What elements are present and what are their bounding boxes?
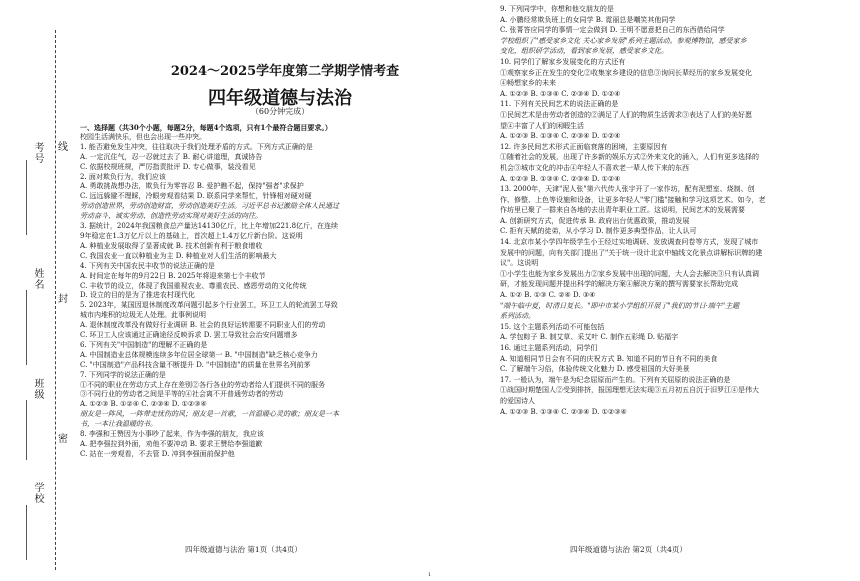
school-write-line [26, 505, 27, 560]
page-2 [500, 0, 852, 581]
section-heading: 一、选择题（共30个小题，每题2分，每题4个选项，只有1个最符合题目要求。） [80, 123, 332, 132]
text-line: 8. 李强和王赞因为小事吵了起来，作为李强的朋友，我应该 [80, 430, 264, 439]
footer-page-1: 四年级道德与法治 第1页（共4页） [185, 545, 302, 554]
text-line: 书，一本让我温暖的书。 [80, 420, 157, 429]
text-line: 学校组织了"感受家乡文化 关心家乡发展"系列主题活动。参观博物馆，感受家乡 [500, 36, 747, 45]
text-line: 作坊里已聚了一群来自各地的去出青年职业工匠。这说明，民间艺术的发展需要 [500, 206, 745, 215]
text-line: 系列活动。 [500, 312, 535, 321]
text-line: "端午临中夏，时清日复长。"即中市某小学组织开展了"我们的节日·端午"主题 [500, 301, 740, 310]
text-line: A. ①②③ B. ①②④ C. ②③④ D. ①②③④ [80, 400, 207, 409]
text-line: 3. 据统计，2024年我国粮食总产量达14130亿斤，比上年增加221.8亿斤，在连续 [80, 222, 339, 231]
text-line: A. 退休制度改革没有做好行业调研 B. 社会的良好运转需要不同职业人们的劳动 [80, 321, 326, 330]
text-line: 17. 一般认为，端午是为纪念屈原而产生的。下列有关屈原的说法正确的是 [500, 375, 731, 384]
text-line: 校园生活满快乐，但也会出现一些冲突。 [80, 132, 206, 141]
text-line: C. 了解端午习俗，体验传统文化魅力 D. 感受祖国的大好美景 [500, 365, 690, 374]
page-number: 1 [428, 572, 432, 578]
text-line: C. 我国农业一直以种植业为主 D. 种植业对人们生活的影响最大 [80, 251, 277, 260]
text-line: 议"。这说明 [500, 259, 539, 268]
text-line: A. ①②③ B. ①③④ C. ②③④ D. ①②④ [500, 132, 621, 141]
text-line: 9. 下列同学中，你想和他交朋友的是 [500, 5, 614, 13]
class-write-line [26, 400, 27, 460]
margin-mark-secret: 密 [58, 434, 68, 445]
text-line: C. 远远躲避不理睬，冷眼旁观看结果 D. 联系同学来帮忙，针锋相对硬对硬 [80, 192, 312, 201]
text-line: 作、修整、上色等设施和设备，让更多年轻人"零门槛"接触和学习这项艺术。如今，老 [500, 195, 766, 204]
text-line: 劳动创造世界，劳动创造财富，劳动创造美好生活。习近平总书记激励全体人民通过 [80, 202, 339, 211]
text-line: C. 丰收节的设立，体现了我国重视农业、尊重农民、感恩劳动的文化传统 [80, 281, 307, 290]
text-line: A. 把李强拉到外面，劝他不要冲动 B. 要求王赞给李强道歉 [80, 440, 263, 448]
text-line: A. 中国制造业总体规模连续多年位居全球第一 B. "中国制造"缺乏核心竞争力 [80, 350, 318, 359]
text-line: 的爱国诗人 [500, 396, 535, 405]
text-line: 7. 下列同学的说法正确的是 [80, 370, 166, 379]
text-line: ③不同行业的劳动者之间是平等的④社会离不开普通劳动者的劳动 [80, 390, 283, 399]
text-line: 机会③城市文化的冲击④年轻人不喜欢老一辈人传下来的东西 [500, 163, 689, 172]
text-line: A. 创新研究方式，促进传承 B. 政府出台优惠政策，推动发展 [500, 216, 690, 225]
right-question-text [500, 4, 852, 417]
text-line: 14. 北京市某小学四年级学生小王经过实地调研、发放调查问卷等方式，发现了城市 [500, 238, 759, 247]
text-line: ①不同的职业在劳动方式上存在差别②各行各业的劳动者给人们提供不同的服务 [80, 380, 325, 389]
text-line: 劳动奋斗、诚实劳动、创造性劳动实现对美好生活的向往。 [80, 212, 262, 221]
text-line: C. 站在一旁观看，不去管 D. 冲到李强面前保护他 [80, 449, 235, 458]
text-line: ①随着社会的发展，出现了许多新的娱乐方式②外来文化的涌入，人们有更多选择的 [500, 153, 759, 162]
text-line: 朋友是一阵风，一阵带走忧伤的风；朋友是一首歌，一首温暖心灵的歌；朋友是一本 [80, 410, 339, 419]
text-line: 1. 能否避免发生冲突，往往取决于我们处理矛盾的方式。下列方式正确的是 [80, 142, 313, 151]
text-line: ①观察家乡正在发生的变化②收集家乡建设的信息③询问长辈经历的家乡发展变化 [500, 68, 752, 77]
margin-mark-line: 线 [58, 142, 68, 153]
text-line: A. 一定沉住气，忍一忍就过去了 B. 耐心讲道理，真诚协告 [80, 152, 263, 161]
time-note: （60分钟完成） [250, 107, 310, 116]
text-line: ①战国时期楚国人②受到排挤，报国理想无法实现③五月初五自沉于汨罗江④是伟大 [500, 386, 759, 395]
binding-dashed-line [55, 30, 56, 570]
text-line: C. "中国制造"产品科技含量不断提升 D. "中国制造"的质量在世界名列前茅 [80, 360, 311, 369]
text-line: C. 拒有天赋的徒弟，从小学习 D. 制作更多典型作品，让人认可 [500, 227, 697, 236]
margin-label-school: 学校 [32, 482, 43, 504]
margin-label-exam-number: 考号 [32, 142, 43, 164]
text-line: 10. 同学们了解家乡发展变化的方式还有 [500, 57, 626, 66]
page-1 [80, 0, 480, 581]
margin-label-class: 班级 [32, 378, 43, 400]
text-line: 9年稳定在1.3万亿斤以上的基础上，首次超上1.4万亿斤新台阶。这说明 [80, 231, 303, 240]
text-line: ④畅想家乡的未来 [500, 79, 556, 88]
text-line: A. 知道相同节日会有不同的庆祝方式 B. 知道不同的节日有不同的美食 [500, 354, 718, 363]
text-line: 6. 下列有关"中国制造"的理解不正确的是 [80, 340, 208, 349]
text-line: 16. 通过主题系列活动，同学们 [500, 344, 598, 352]
text-line: 5. 2023年，某国因退休制度改革问题引起多个行业罢工，环卫工人的轮流罢工导致 [80, 301, 338, 310]
text-line: 12. 许多民间艺术形式正面临衰落的困境，主要原因有 [500, 142, 668, 151]
text-line: A. ①②③ B. ①③④ C. ②③④ D. ①②④ [500, 174, 621, 183]
text-line: A. ①②③ B. ①③④ C. ②③④ D. ①②④ [500, 89, 621, 98]
margin-label-name: 姓名 [32, 268, 43, 290]
text-line: C. 环卫工人应该通过正确途径反映诉求 D. 罢工导致社会治安问题增多 [80, 331, 298, 340]
binding-margin [0, 0, 68, 581]
text-line: 15. 这个主题系列活动不可能包括 [500, 322, 605, 331]
text-line: A. 小鹏经常欺负班上的女同学 B. 霓丽总是嘲笑其他同学 [500, 15, 676, 24]
text-line: 研，才能发现问题并提出科学的解决方案④解决方案的撰写需要家长帮助完成 [500, 280, 738, 289]
text-line: C. 依据校规班规，严厉指责批评 D. 专心做事，装没看见 [80, 162, 256, 171]
text-line: 城市内堆积的垃圾无人处理。此事例说明 [80, 311, 206, 320]
text-line: 变化，组织研学活动，看到家乡发展，感受家乡文化。 [500, 47, 668, 56]
text-line: 发展中的问题，向有关部门提出了"关于统一设计北京中轴线文化景点讲解标识牌的建 [500, 248, 763, 257]
text-line: ①民间艺术是由劳动者创造的②满足了人们的物质生活需求③表达了人们的美好愿 [500, 110, 752, 119]
footer-page-2: 四年级道德与法治 第2页（共4页） [570, 545, 687, 554]
margin-mark-seal: 封 [58, 294, 68, 305]
text-line: ①小学生也能为家乡发展出力②家乡发展中出现的问题，大人会去解决③只有认真调 [500, 269, 759, 278]
exam-title: 2024～2025学年度第二学期学情考查 [170, 64, 400, 79]
subject-title: 四年级道德与法治 [208, 88, 352, 109]
text-line: 4. 下列有关中国农民丰收节的说法正确的是 [80, 261, 215, 270]
name-write-line [26, 290, 27, 365]
text-line: 望④丰富了人们的闲暇生活 [500, 121, 584, 130]
text-line: 13. 2000年，天津"泥人张"第六代传人张宇开了一家作坊，配有泥塑室、烧制、创 [500, 185, 755, 194]
text-line: A. 时间定在每年的9月22日 B. 2025年将迎来第七个丰收节 [80, 271, 266, 280]
text-line: A. 种植业发展取得了显著成就 B. 技术创新有利于粮食增收 [80, 241, 263, 250]
text-line: 11. 下列有关民间艺术的说法正确的是 [500, 100, 619, 109]
exam-number-write-line [26, 160, 27, 235]
text-line: 2. 面对欺负行为，我们应该 [80, 172, 166, 181]
text-line: D. 设立的目的是为了推进农村现代化 [80, 291, 195, 300]
text-line: A. ①② B. ①③ C. ②④ D. ③④ [500, 291, 596, 300]
text-line: A. 学包粽子 B. 制艾草、采艾叶 C. 制作五彩绳 D. 贴福字 [500, 333, 679, 342]
text-line: A. 勇敢挑战想办法，欺负行为零容忍 B. 爱护瞧不起，保持"强者"求保护 [80, 182, 304, 191]
left-question-text [80, 123, 480, 460]
text-line: A. ①②③ B. ①③④ C. ②③④ D. ①②③④ [500, 407, 627, 416]
text-line: C. 张菁答应同学的事情一定会做到 D. 王明不愿意把自己的东西借给同学 [500, 26, 725, 35]
